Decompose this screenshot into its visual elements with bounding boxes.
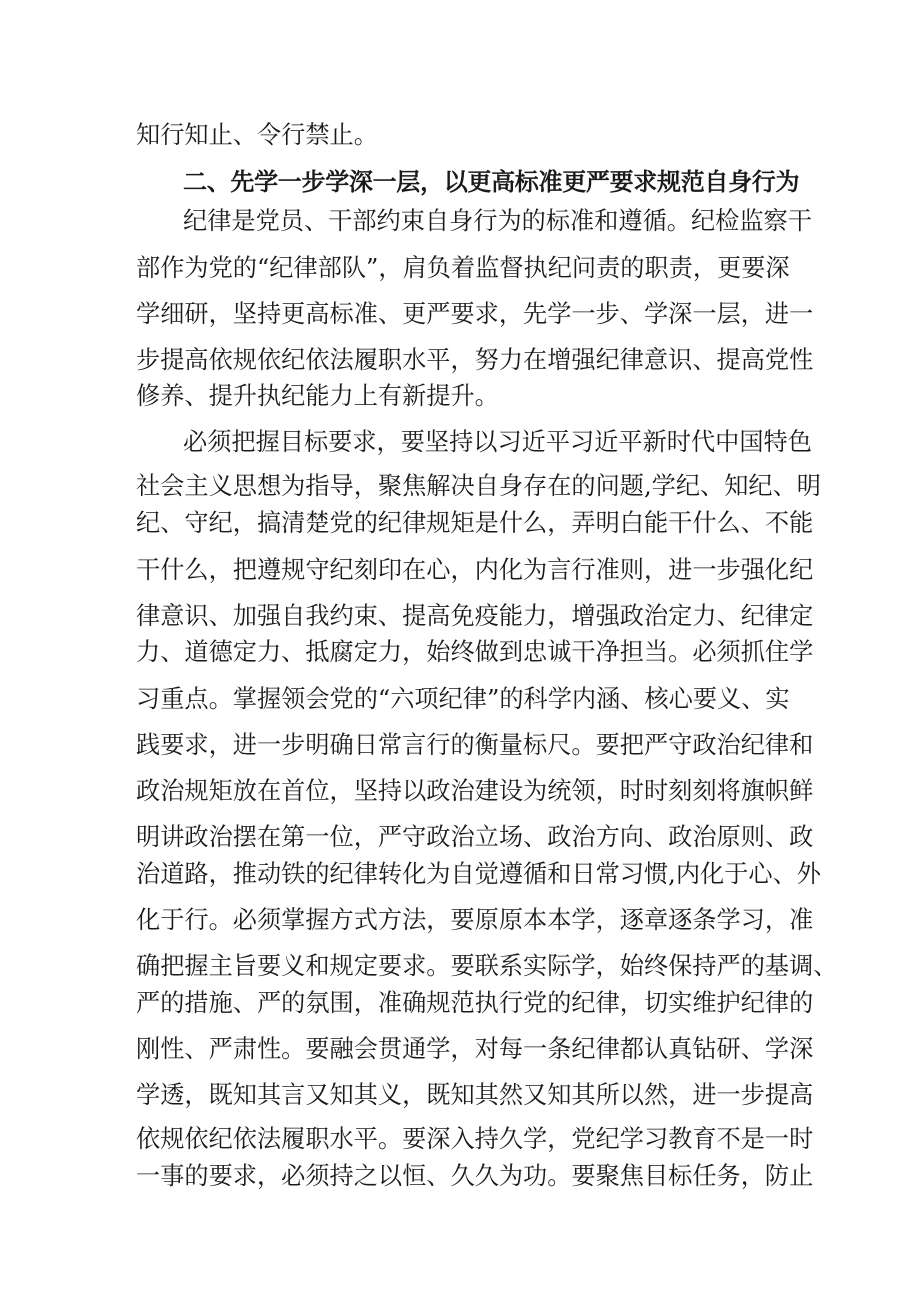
paragraph-line: 习重点。掌握领会党的“六项纪律”的科学内涵、核心要义、实 <box>136 685 790 713</box>
paragraph-line: 践要求，进一步明确日常言行的衡量标尺。要把严守政治纪律和 <box>136 731 814 759</box>
paragraph-line: 学透，既知其言又知其义，既知其然又知其所以然，进一步提高 <box>136 1081 814 1109</box>
paragraph-line: 一事的要求，必须持之以恒、久久为功。要聚焦目标任务，防止 <box>136 1162 814 1190</box>
section-heading: 二、先学一步学深一层，以更高标准更严要求规范自身行为 <box>183 168 800 196</box>
paragraph-line: 依规依纪依法履职水平。要深入持久学，党纪学习教育不是一时 <box>136 1125 814 1153</box>
paragraph-line: 步提高依规依纪依法履职水平，努力在增强纪律意识、提高党性 <box>136 346 814 374</box>
paragraph-line: 政治规矩放在首位，坚持以政治建设为统领，时时刻刻将旗帜鲜 <box>136 777 814 805</box>
paragraph-line: 纪、守纪，搞清楚党的纪律规矩是什么，弄明白能干什么、不能 <box>136 509 814 537</box>
paragraph-line: 明讲政治摆在第一位，严守政治立场、政治方向、政治原则、政 <box>136 823 814 851</box>
paragraph-line: 化于行。必须掌握方式方法，要原原本本学，逐章逐条学习，准 <box>136 906 814 934</box>
paragraph-line: 干什么，把遵规守纪刻印在心，内化为言行准则，进一步强化纪 <box>136 556 814 584</box>
paragraph-line: 力、道德定力、抵腐定力，始终做到忠诚干净担当。必须抓住学 <box>136 638 814 666</box>
paragraph-line: 严的措施、严的氛围，准确规范执行党的纪律，切实维护纪律的 <box>136 989 814 1017</box>
paragraph-line: 刚性、严肃性。要融会贯通学，对每一条纪律都认真钻研、学深 <box>136 1035 814 1063</box>
paragraph-line: 部作为党的“纪律部队”，肩负着监督执纪问责的职责，更要深 <box>136 254 790 282</box>
paragraph-line: 修养、提升执纪能力上有新提升。 <box>136 382 499 410</box>
paragraph-line: 纪律是党员、干部约束自身行为的标准和遵循。纪检监察干 <box>183 207 812 235</box>
paragraph-line: 学细研，坚持更高标准、更严要求，先学一步、学深一层，进一 <box>136 300 814 328</box>
paragraph-line: 律意识、加强自我约束、提高免疫能力，增强政治定力、纪律定 <box>136 602 814 630</box>
paragraph-line: 必须把握目标要求，要坚持以习近平习近平新时代中国特色 <box>183 428 812 456</box>
paragraph-line: 知行知止、令行禁止。 <box>136 121 378 149</box>
paragraph-line: 治道路，推动铁的纪律转化为自觉遵循和日常习惯,内化于心、外 <box>136 860 821 888</box>
paragraph-line: 社会主义思想为指导，聚焦解决自身存在的问题,学纪、知纪、明 <box>136 472 821 500</box>
paragraph-line: 确把握主旨要义和规定要求。要联系实际学，始终保持严的基调、 <box>136 952 838 980</box>
